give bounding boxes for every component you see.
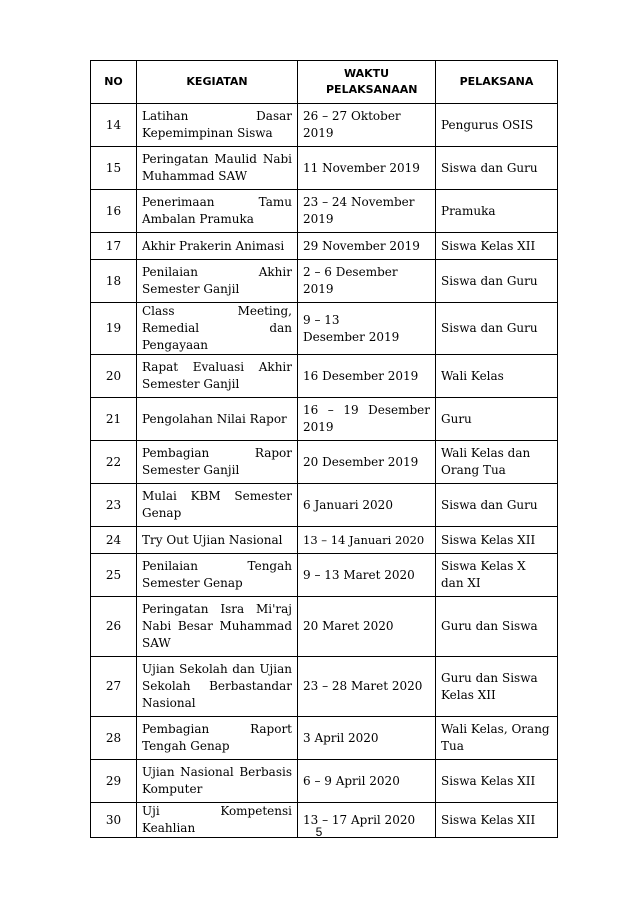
row-pelaksana: Wali Kelas [436, 355, 558, 398]
table-row [91, 303, 558, 355]
row-no: 22 [91, 441, 137, 484]
row-kegiatan: Penerimaan Tamu Ambalan Pramuka [137, 190, 298, 233]
row-no: 23 [91, 484, 137, 527]
row-no: 24 [91, 527, 137, 554]
table-row [91, 190, 558, 233]
table-row [91, 484, 558, 527]
row-waktu: 2 – 6 Desember 2019 [298, 260, 436, 303]
table-row [91, 554, 558, 597]
row-waktu: 13 – 17 April 2020 [298, 803, 436, 838]
table-row [91, 398, 558, 441]
row-kegiatan: Peringatan Maulid Nabi Muhammad SAW [137, 147, 298, 190]
row-no: 16 [91, 190, 137, 233]
row-pelaksana: Pengurus OSIS [436, 104, 558, 147]
row-no: 27 [91, 657, 137, 717]
row-waktu: 9 – 13 Maret 2020 [298, 554, 436, 597]
row-no: 15 [91, 147, 137, 190]
row-no: 17 [91, 233, 137, 260]
row-kegiatan: Uji Kompetensi Keahlian [137, 803, 298, 838]
row-kegiatan: Pembagian Rapor Semester Ganjil [137, 441, 298, 484]
row-kegiatan: Penilaian Akhir Semester Ganjil [137, 260, 298, 303]
row-pelaksana: Siswa dan Guru [436, 147, 558, 190]
row-no: 20 [91, 355, 137, 398]
header-no: NO [91, 61, 137, 104]
row-pelaksana: Siswa dan Guru [436, 260, 558, 303]
row-pelaksana: Guru dan Siswa Kelas XII [436, 657, 558, 717]
row-no: 30 [91, 803, 137, 838]
row-kegiatan: Rapat Evaluasi Akhir Semester Ganjil [137, 355, 298, 398]
row-pelaksana: Siswa Kelas X dan XI [436, 554, 558, 597]
table-row [91, 760, 558, 803]
row-pelaksana: Wali Kelas, Orang Tua [436, 717, 558, 760]
row-waktu: 6 – 9 April 2020 [298, 760, 436, 803]
table-row [91, 657, 558, 717]
row-kegiatan: Try Out Ujian Nasional [137, 527, 298, 554]
row-kegiatan: Pengolahan Nilai Rapor [137, 398, 298, 441]
row-pelaksana: Guru [436, 398, 558, 441]
table-row [91, 355, 558, 398]
schedule-table [90, 60, 558, 838]
row-pelaksana: Siswa dan Guru [436, 484, 558, 527]
table-row [91, 233, 558, 260]
row-waktu: 23 – 28 Maret 2020 [298, 657, 436, 717]
row-no: 19 [91, 303, 137, 355]
table-row [91, 104, 558, 147]
table-header-row [91, 61, 558, 104]
table-row [91, 260, 558, 303]
table-row [91, 147, 558, 190]
row-no: 21 [91, 398, 137, 441]
row-waktu: 20 Desember 2019 [298, 441, 436, 484]
table-row [91, 717, 558, 760]
row-kegiatan: Pembagian Raport Tengah Genap [137, 717, 298, 760]
table-row [91, 441, 558, 484]
row-waktu: 26 – 27 Oktober 2019 [298, 104, 436, 147]
row-pelaksana: Wali Kelas dan Orang Tua [436, 441, 558, 484]
row-pelaksana: Siswa Kelas XII [436, 233, 558, 260]
row-kegiatan: Ujian Nasional Berbasis Komputer [137, 760, 298, 803]
row-no: 29 [91, 760, 137, 803]
row-pelaksana: Siswa dan Guru [436, 303, 558, 355]
row-pelaksana: Siswa Kelas XII [436, 760, 558, 803]
row-kegiatan: Class Meeting, Remedial dan Pengayaan [137, 303, 298, 355]
table-row [91, 597, 558, 657]
row-waktu: 11 November 2019 [298, 147, 436, 190]
row-waktu: 16 – 19 Desember 2019 [298, 398, 436, 441]
row-kegiatan: Mulai KBM Semester Genap [137, 484, 298, 527]
row-no: 28 [91, 717, 137, 760]
row-kegiatan: Akhir Prakerin Animasi [137, 233, 298, 260]
page-number: 5 [315, 825, 323, 839]
row-kegiatan: Peringatan Isra Mi'raj Nabi Besar Muhammad SAW [137, 597, 298, 657]
row-waktu: 20 Maret 2020 [298, 597, 436, 657]
row-no: 18 [91, 260, 137, 303]
row-waktu: 29 November 2019 [298, 233, 436, 260]
row-pelaksana: Siswa Kelas XII [436, 803, 558, 838]
row-kegiatan: Penilaian Tengah Semester Genap [137, 554, 298, 597]
row-pelaksana: Siswa Kelas XII [436, 527, 558, 554]
row-waktu: 16 Desember 2019 [298, 355, 436, 398]
row-waktu: 13 – 14 Januari 2020 [298, 527, 436, 554]
row-waktu: 23 – 24 November 2019 [298, 190, 436, 233]
header-waktu: WAKTU PELAKSANAAN [298, 61, 436, 104]
row-waktu: 6 Januari 2020 [298, 484, 436, 527]
header-pelaksana: PELAKSANA [436, 61, 558, 104]
row-waktu: 9 – 13 Desember 2019 [298, 303, 436, 355]
row-pelaksana: Pramuka [436, 190, 558, 233]
row-pelaksana: Guru dan Siswa [436, 597, 558, 657]
row-kegiatan: Ujian Sekolah dan Ujian Sekolah Berbastandar Nasional [137, 657, 298, 717]
row-kegiatan: Latihan Dasar Kepemimpinan Siswa [137, 104, 298, 147]
row-no: 26 [91, 597, 137, 657]
row-no: 25 [91, 554, 137, 597]
row-waktu: 3 April 2020 [298, 717, 436, 760]
row-no: 14 [91, 104, 137, 147]
table-row [91, 527, 558, 554]
header-kegiatan: KEGIATAN [137, 61, 298, 104]
